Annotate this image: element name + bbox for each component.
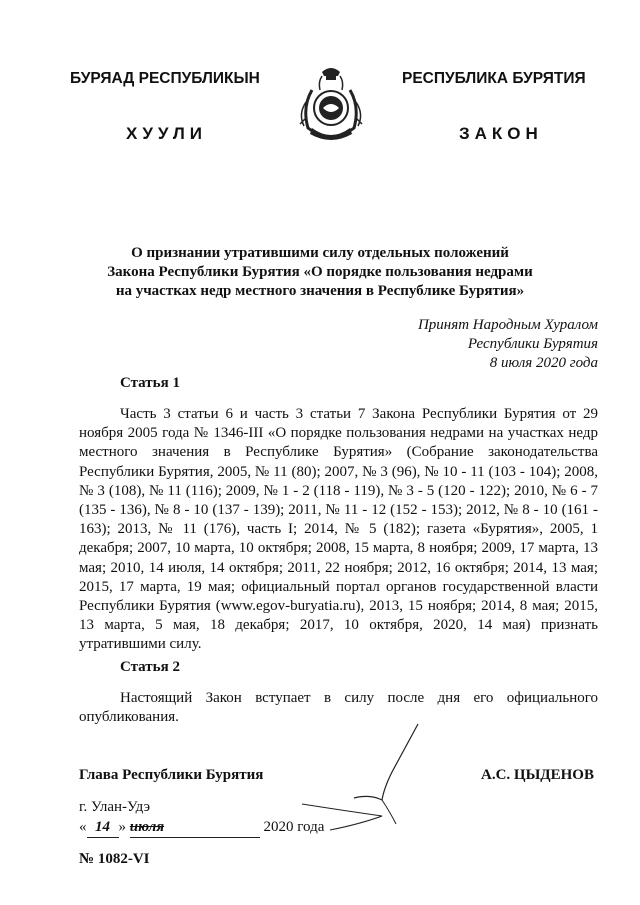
law-number: № 1082-VI — [79, 851, 150, 867]
date-month: июля — [130, 818, 260, 838]
header-right-doc-type: ЗАКОН — [459, 124, 543, 143]
place-of-signing: г. Улан-Удэ — [79, 799, 151, 815]
adoption-line: Республики Бурятия — [467, 336, 598, 353]
coat-of-arms-emblem — [292, 62, 370, 144]
signatory-position: Глава Республики Бурятия — [79, 767, 264, 783]
law-title-line: на участках недр местного значения в Республике Бурятия» — [115, 283, 525, 300]
date-year: 2020 года — [263, 819, 325, 835]
adoption-line: 8 июля 2020 года — [489, 355, 598, 372]
law-title-line: О признании утратившими силу отдельных положений — [131, 245, 509, 261]
date-open-quote: « — [79, 819, 87, 835]
adoption-note — [418, 316, 598, 374]
header-left-title: БУРЯАД РЕСПУБЛИКЫН — [70, 70, 260, 87]
signatory-name: А.С. ЦЫДЕНОВ — [481, 767, 594, 783]
header-left-doc-type: ХУУЛИ — [126, 124, 207, 143]
adoption-line: Принят Народным Хуралом — [417, 317, 598, 333]
article-1-text: Часть 3 статьи 6 и часть 3 статьи 7 Закона Республики Бурятия от 29 ноября 2005 года № 1346-III «О порядке пользования недрами на участках недр местного значения в Республике Бурятия» (Собрание законодательства Республики Бурятия, 2005, № 11 (80); 2007, № 3 (96), № 10 - 11 (103 - 104); 2008, № 3 (108), № 11 (116); 2009, № 1 - 2 (118 - 119), № 3 - 5 (120 - 122); 2010, № 6 - 7 (135 - 136), № 8 - 10 (137 - 139); 2011, № 11 - 12 (152 - 153); 2012, № 8 - 10 (161 - 163); 2013, № 11 (176), часть I; 2014, № 5 (182); газета «Бурятия», 2005, 1 декабря; 2007, 10 марта, 10 октября; 2008, 15 марта, 8 ноября; 2009, 17 марта, 13 мая; 2010, 14 июля, 14 октября; 2011, 22 ноября; 2012, 16 октября; 2014, 13 мая; 2015, 17 марта, 19 мая; официальный портал органов государственной власти Республики Бурятия (www.egov-buryatia.ru), 2013, 15 ноября; 2014, 8 мая; 2015, 13 марта, 5 мая, 18 декабря; 2017, 10 октября, 2020, 14 мая) признать утратившими силу. — [79, 406, 598, 653]
header-right-title: РЕСПУБЛИКА БУРЯТИЯ — [402, 70, 586, 87]
article-1-heading: Статья 1 — [120, 375, 180, 391]
law-title-line: Закона Республики Бурятия «О порядке пользования недрами — [107, 264, 533, 281]
law-title — [60, 244, 580, 302]
signing-date — [79, 818, 324, 838]
article-2-text: Настоящий Закон вступает в силу после дня его официального опубликования. — [79, 690, 598, 726]
date-day: 14 — [87, 818, 119, 838]
article-2-heading: Статья 2 — [120, 659, 180, 675]
date-close-quote: » — [118, 819, 126, 835]
